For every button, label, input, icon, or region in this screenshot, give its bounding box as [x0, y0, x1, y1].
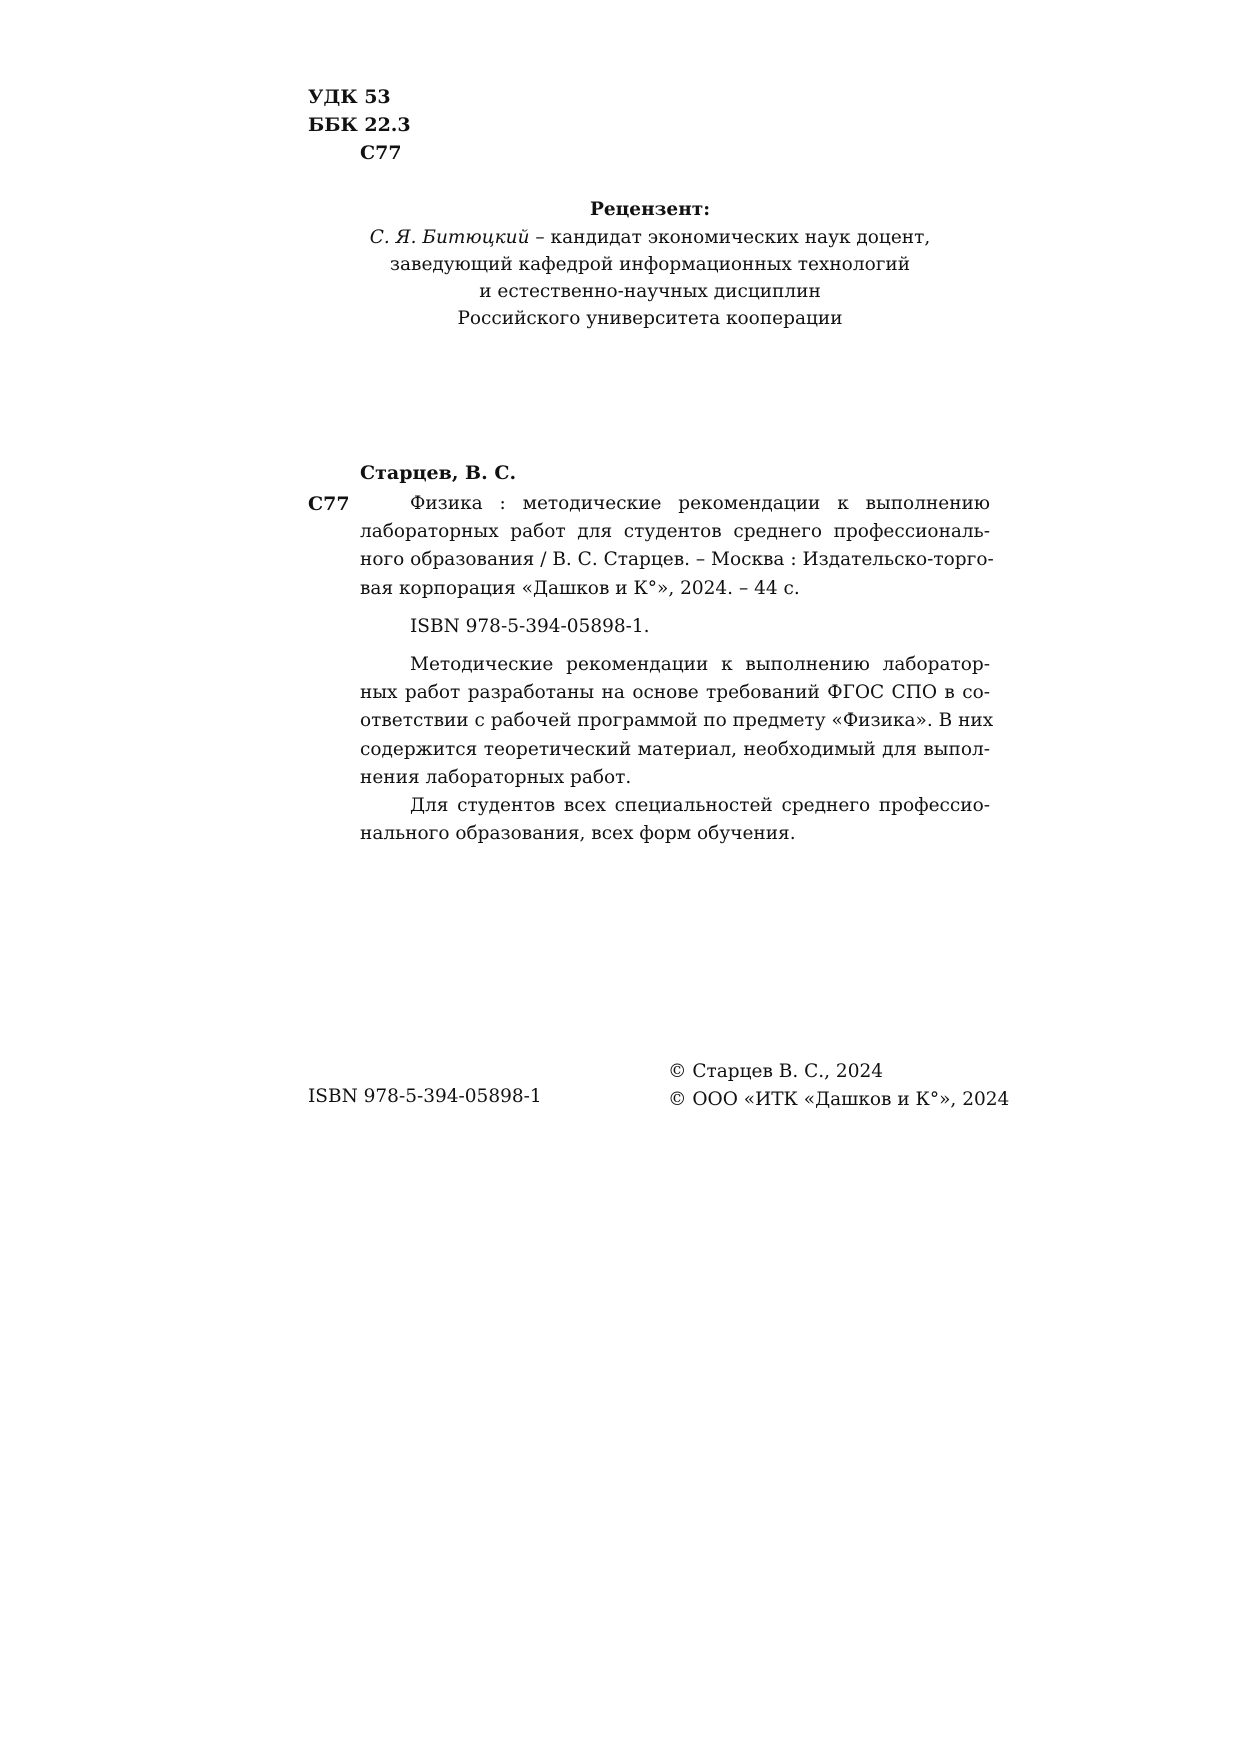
classification-codes — [308, 83, 411, 167]
description-line: лабораторных работ для студентов среднего профессиональ- — [360, 521, 990, 543]
record-isbn: ISBN 978-5-394-05898-1. — [410, 615, 650, 637]
reviewer-block — [340, 196, 960, 332]
description-line: ного образования / В. С. Старцев. – Москва : Издательско-торго- — [360, 549, 994, 571]
bbk-code: ББК 22.3 — [308, 114, 411, 136]
annotation-line: содержится теоретический материал, необходимый для выпол- — [360, 738, 990, 760]
reviewer-line-3: и естественно-научных дисциплин — [479, 281, 821, 302]
record-audience — [360, 792, 990, 848]
record-isbn-block — [360, 613, 990, 641]
annotation-line: Методические рекомендации к выполнению лаборатор- — [410, 654, 990, 676]
description-line: Физика : методические рекомендации к выполнению — [410, 493, 990, 514]
footer-isbn: ISBN 978-5-394-05898-1 — [308, 1086, 542, 1107]
reviewer-name: С. Я. Битюцкий — [369, 227, 530, 248]
copyright-publisher: © ООО «ИТК «Дашков и К°», 2024 — [668, 1089, 1010, 1110]
annotation-line: ответствии с рабочей программой по предмету «Физика». В них — [360, 710, 994, 732]
record-author: Старцев, В. С. — [360, 462, 517, 484]
reviewer-title: – кандидат экономических наук доцент, — [529, 227, 931, 248]
reviewer-line-2: заведующий кафедрой информационных технологий — [389, 254, 911, 275]
copyright-author: © Старцев В. С., 2024 — [668, 1061, 884, 1082]
reviewer-label: Рецензент: — [589, 199, 711, 220]
cutter-code: С77 — [360, 142, 402, 164]
copyright-block — [668, 1058, 1009, 1114]
record-cutter: С77 — [308, 493, 350, 515]
catalog-record — [360, 490, 994, 848]
record-annotation — [360, 651, 994, 792]
annotation-line: ных работ разработаны на основе требований ФГОС СПО в со- — [360, 682, 990, 704]
reviewer-line-1 — [340, 224, 960, 251]
reviewer-line-4: Российского университета кооперации — [457, 308, 843, 329]
audience-line: нального образования, всех форм обучения. — [360, 823, 796, 845]
audience-line: Для студентов всех специальностей среднего профессио- — [410, 795, 990, 817]
annotation-line: нения лабораторных работ. — [360, 766, 632, 788]
description-line: вая корпорация «Дашков и К°», 2024. – 44 с. — [360, 577, 800, 599]
record-description — [360, 490, 994, 603]
udk-code: УДК 53 — [308, 86, 391, 108]
